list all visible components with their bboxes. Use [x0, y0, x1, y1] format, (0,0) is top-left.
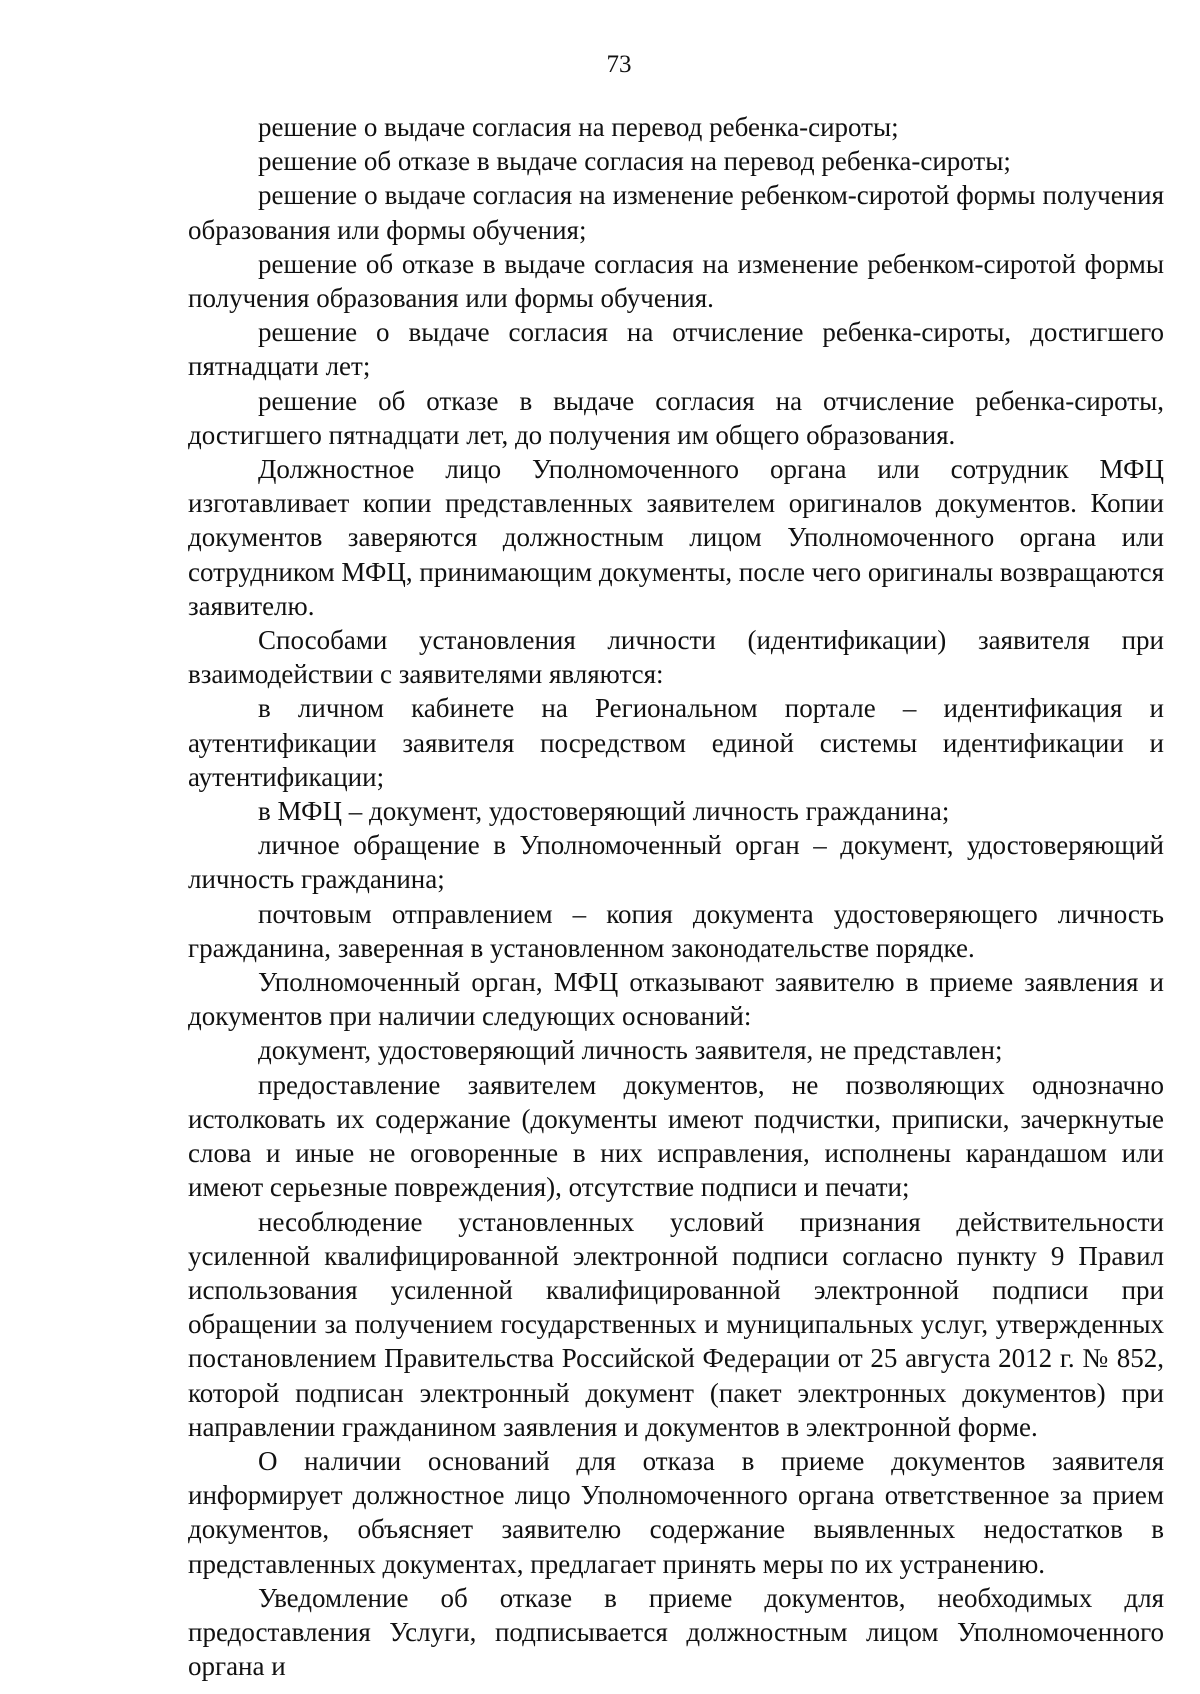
paragraph: в МФЦ – документ, удостоверяющий личность гражданина;: [258, 796, 950, 827]
paragraph: решение о выдаче согласия на перевод ребенка-сироты;: [258, 112, 899, 142]
paragraph: Уполномоченный орган, МФЦ отказывают заявителю в приеме заявления и документов при наличии следующих оснований:: [188, 967, 1164, 1032]
paragraph: почтовым отправлением – копия документа удостоверяющего личность гражданина, заверенная в установленном законодательстве порядке.: [188, 898, 1164, 963]
paragraph: Способами установления личности (идентификации) заявителя при взаимодействии с заявителями являются:: [188, 625, 1164, 690]
paragraph: документ, удостоверяющий личность заявителя, не представлен;: [258, 1035, 1003, 1066]
paragraph: решение о выдаче согласия на отчисление ребенка-сироты, достигшего пятнадцати лет;: [188, 317, 1164, 382]
paragraph: решение о выдаче согласия на изменение ребенком-сиротой формы получения образования или формы обучения;: [188, 180, 1164, 245]
document-body: [188, 110, 1164, 1683]
paragraph: личное обращение в Уполномоченный орган – документ, удостоверяющий личность гражданина;: [188, 830, 1164, 895]
paragraph: решение об отказе в выдаче согласия на отчисление ребенка-сироты, достигшего пятнадцати лет, до получения им общего образования.: [188, 385, 1164, 450]
page-number: 73: [606, 51, 632, 78]
paragraph: О наличии оснований для отказа в приеме документов заявителя информирует должностное лицо Уполномоченного органа ответственное за прием документов, объясняет заявителю содержание выявленных недостатков в представленных документах, предлагает принять меры по их устранению.: [188, 1445, 1164, 1579]
paragraph: решение об отказе в выдаче согласия на изменение ребенком-сиротой формы получения образования или формы обучения.: [188, 248, 1164, 314]
paragraph: Должностное лицо Уполномоченного органа или сотрудник МФЦ изготавливает копии представленных заявителем оригиналов документов. Копии документов заверяются должностным лицом Уполномоченного органа или сотрудником МФЦ, принимающим документы, после чего оригиналы возвращаются заявителю.: [188, 454, 1165, 621]
paragraph: предоставление заявителем документов, не позволяющих однозначно истолковать их содержание (документы имеют подчистки, приписки, зачеркнутые слова и иные не оговоренные в них исправления, исполнены карандашом или имеют серьезные повреждения), отсутствие подписи и печати;: [188, 1069, 1164, 1203]
paragraph: в личном кабинете на Региональном портале – идентификация и аутентификации заявителя посредством единой системы идентификации и аутентификации;: [188, 693, 1164, 792]
paragraph: несоблюдение установленных условий признания действительности усиленной квалифицированной электронной подписи согласно пункту 9 Правил использования усиленной квалифицированной электронной подписи при обращении за получением государственных и муниципальных услуг, утвержденных постановлением Правительства Российской Федерации от 25 августа 2012 г. № 852, которой подписан электронный документ (пакет электронных документов) при направлении гражданином заявления и документов в электронной форме.: [188, 1206, 1164, 1442]
paragraph: решение об отказе в выдаче согласия на перевод ребенка-сироты;: [258, 146, 1011, 177]
paragraph: Уведомление об отказе в приеме документов, необходимых для предоставления Услуги, подписывается должностным лицом Уполномоченного органа и: [188, 1582, 1164, 1682]
